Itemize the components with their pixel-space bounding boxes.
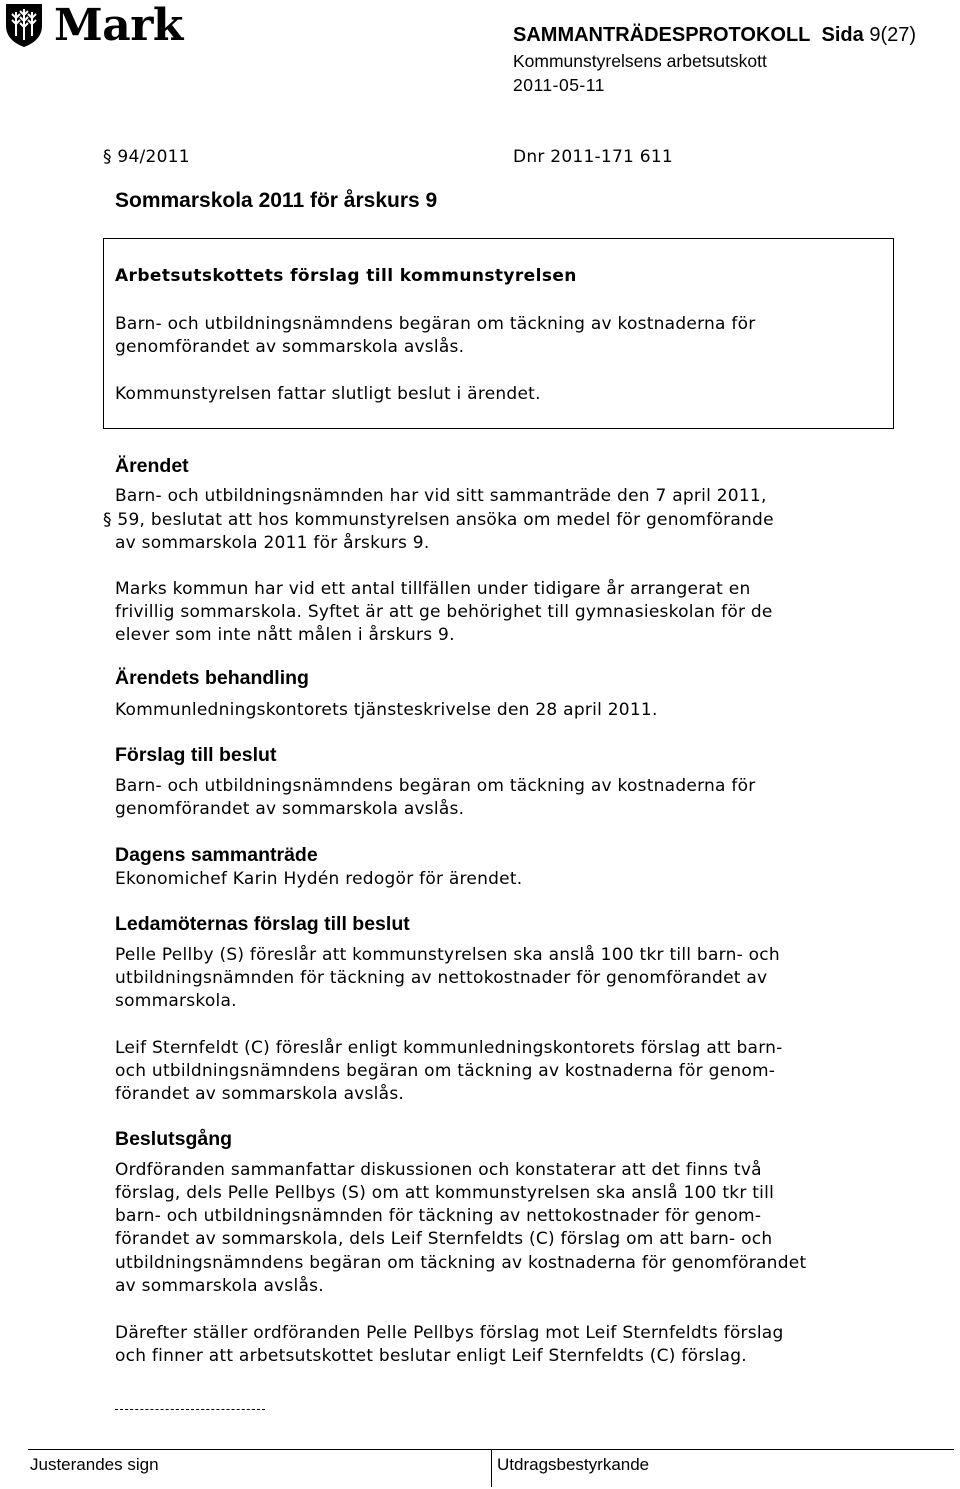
ledamoter-para1-line1: Pelle Pellby (S) föreslår att kommunstyrelsen ska anslå 100 tkr till barn- och [115, 945, 780, 965]
beslutsgang-para1-line6: av sommarskola avslås. [115, 1276, 324, 1296]
case-title: Sommarskola 2011 för årskurs 9 [115, 189, 438, 212]
ledamoter-para2-line2: och utbildningsnämndens begäran om täckning av kostnaderna för genom- [115, 1061, 776, 1081]
behandling-line: Kommunledningskontorets tjänsteskrivelse den 28 april 2011. [115, 700, 658, 720]
logo [4, 2, 184, 50]
meeting-date: 2011-05-11 [513, 75, 605, 95]
proposal-box-line-1: Barn- och utbildningsnämndens begäran om täckning av kostnaderna för [115, 314, 756, 334]
proposal-box-line-2: genomförandet av sommarskola avslås. [115, 337, 465, 357]
committee-name: Kommunstyrelsens arbetsutskott [513, 51, 767, 71]
dagens-line: Ekonomichef Karin Hydén redogör för ärendet. [115, 869, 523, 889]
ledamoter-para2-line3: förandet av sommarskola avslås. [115, 1084, 405, 1104]
forslag-line-1: Barn- och utbildningsnämndens begäran om täckning av kostnaderna för [115, 776, 756, 796]
arendet-heading: Ärendet [115, 455, 189, 477]
case-number-text: 94/2011 [117, 147, 190, 167]
footer-divider [491, 1449, 492, 1487]
footer-utdragsbestyrkande: Utdragsbestyrkande [497, 1455, 650, 1474]
logo-text: Mark [54, 0, 183, 51]
ledamoter-para2-line1: Leif Sternfeldt (C) föreslår enligt kommunledningskontorets förslag att barn- [115, 1038, 783, 1058]
beslutsgang-para1-line2: förslag, dels Pelle Pellbys (S) om att kommunstyrelsen ska anslå 100 tkr till [115, 1183, 775, 1203]
proposal-box-final-line: Kommunstyrelsen fattar slutligt beslut i ärendet. [115, 384, 541, 404]
beslutsgang-heading: Beslutsgång [115, 1128, 233, 1150]
section-end-rule [115, 1409, 265, 1410]
arendet-para1-line2-text: 59, beslutat att hos kommunstyrelsen ansöka om medel för genomförande [117, 510, 774, 530]
beslutsgang-para2-line1: Därefter ställer ordföranden Pelle Pellbys förslag mot Leif Sternfeldts förslag [115, 1323, 784, 1343]
ledamoter-para1-line2: utbildningsnämnden för täckning av nettokostnader för genomförandet av [115, 968, 768, 988]
beslutsgang-para1-line1: Ordföranden sammanfattar diskussionen och konstaterar att det finns två [115, 1160, 762, 1180]
forslag-heading: Förslag till beslut [115, 744, 277, 766]
ledamoter-para1-line3: sommarskola. [115, 991, 237, 1011]
arendet-para1-line3: av sommarskola 2011 för årskurs 9. [115, 533, 430, 553]
beslutsgang-para1-line4: förandet av sommarskola, dels Leif Sternfeldts (C) förslag om att barn- och [115, 1229, 773, 1249]
arendet-para2-line3: elever som inte nått målen i årskurs 9. [115, 625, 455, 645]
arendet-para2-line1: Marks kommun har vid ett antal tillfällen under tidigare år arrangerat en [115, 579, 751, 599]
page-label: Sida [821, 24, 864, 46]
ledamoter-heading: Ledamöternas förslag till beslut [115, 913, 410, 935]
dagens-heading: Dagens sammanträde [115, 844, 318, 866]
forslag-line-2: genomförandet av sommarskola avslås. [115, 799, 465, 819]
page-number: 9(27) [869, 24, 917, 46]
arendet-para1-line1: Barn- och utbildningsnämnden har vid sitt sammanträde den 7 april 2011, [115, 486, 767, 506]
case-number: § 94/2011 [103, 147, 190, 167]
behandling-heading: Ärendets behandling [115, 667, 309, 689]
beslutsgang-para2-line2: och finner att arbetsutskottet beslutar enligt Leif Sternfeldts (C) förslag. [115, 1346, 747, 1366]
beslutsgang-para1-line5: utbildningsnämndens begäran om täckning av kostnaderna för genomförandet [115, 1253, 807, 1273]
beslutsgang-para1-line3: barn- och utbildningsnämnden för täckning av nettokostnader för genom- [115, 1206, 762, 1226]
coat-of-arms-icon [4, 2, 44, 48]
protocol-title-text: SAMMANTRÄDESPROTOKOLL [513, 24, 811, 46]
arendet-para2-line2: frivillig sommarskola. Syftet är att ge behörighet till gymnasieskolan för de [115, 602, 773, 622]
footer-justerandes-sign: Justerandes sign [30, 1455, 159, 1474]
arendet-para1-line2: § 59, beslutat att hos kommunstyrelsen ansöka om medel för genomförande [103, 510, 774, 530]
case-dnr: Dnr 2011-171 611 [513, 147, 673, 167]
protocol-title [513, 24, 916, 47]
proposal-box-heading: Arbetsutskottets förslag till kommunstyrelsen [115, 266, 577, 286]
